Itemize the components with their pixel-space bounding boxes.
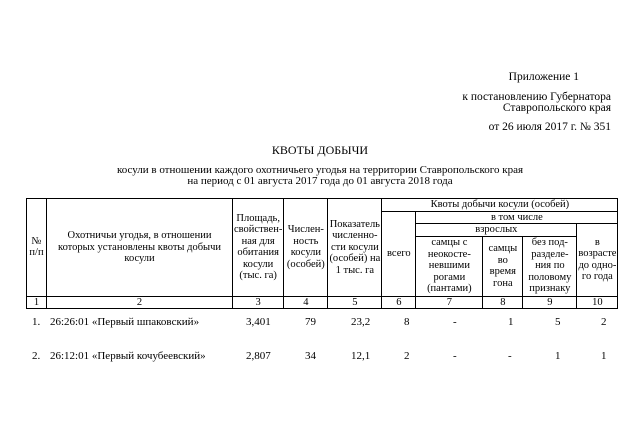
col-males-rut: самцы во время гона: [483, 236, 523, 296]
row-total: 2: [404, 350, 410, 362]
row-no: 1.: [32, 316, 41, 328]
row-total: 8: [404, 316, 410, 328]
doc-title: КВОТЫ ДОБЫЧИ: [271, 143, 369, 157]
decree-label: к постановлению Губернатора: [462, 91, 611, 103]
num-5: 5: [328, 296, 382, 309]
col-area-name: Охотничьи угодья, в отношении которых установлены квоты добычи косули: [47, 199, 233, 297]
row-name: 26:12:01 «Первый кочубеевский»: [50, 350, 206, 362]
col-nosex: без под-разделе-ния по половому признаку: [523, 236, 577, 296]
col-young: в возрасте до одно-го года: [577, 224, 618, 297]
appendix-label: Приложение 1: [508, 71, 579, 83]
col-count: Числен-ность косули (особей): [284, 199, 328, 297]
row-no: 2.: [32, 350, 41, 362]
num-6: 6: [382, 296, 416, 309]
doc-subtitle: косули в отношении каждого охотничьего угодья на территории Ставропольского края: [116, 164, 524, 176]
num-9: 9: [523, 296, 577, 309]
row-c9: 5: [555, 316, 561, 328]
row-c10: 2: [601, 316, 607, 328]
quota-table: [26, 198, 618, 309]
col-males-horns: самцы с неокосте-невшими рогами (пантами): [416, 236, 483, 296]
row-count: 34: [305, 350, 316, 362]
num-1: 1: [27, 296, 47, 309]
row-density: 23,2: [351, 316, 371, 328]
col-density: Показатель численно-сти косули (особей) на 1 тыс. га: [328, 199, 382, 297]
col-total: всего: [382, 211, 416, 296]
doc-period: на период с 01 августа 2017 года до 01 августа 2018 года: [187, 175, 453, 187]
num-7: 7: [416, 296, 483, 309]
col-area: Площадь, свойствен-ная для обитания косули (тыс. га): [233, 199, 284, 297]
row-area: 3,401: [246, 316, 271, 328]
num-8: 8: [483, 296, 523, 309]
col-adults: взрослых: [416, 224, 577, 237]
num-10: 10: [577, 296, 618, 309]
decree-date: от 26 июля 2017 г. № 351: [488, 121, 611, 133]
region-label: Ставропольского края: [502, 102, 611, 114]
row-c8: 1: [508, 316, 514, 328]
row-count: 79: [305, 316, 316, 328]
row-c7: -: [453, 350, 457, 362]
row-c9: 1: [555, 350, 561, 362]
num-3: 3: [233, 296, 284, 309]
row-c10: 1: [601, 350, 607, 362]
row-c7: -: [453, 316, 457, 328]
row-c8: -: [508, 350, 512, 362]
num-4: 4: [284, 296, 328, 309]
row-area: 2,807: [246, 350, 271, 362]
col-quota: Квоты добычи косули (особей): [382, 199, 618, 212]
row-name: 26:26:01 «Первый шпаковский»: [50, 316, 200, 328]
col-no: № п/п: [27, 199, 47, 297]
row-density: 12,1: [351, 350, 371, 362]
num-2: 2: [47, 296, 233, 309]
col-incl: в том числе: [416, 211, 618, 224]
